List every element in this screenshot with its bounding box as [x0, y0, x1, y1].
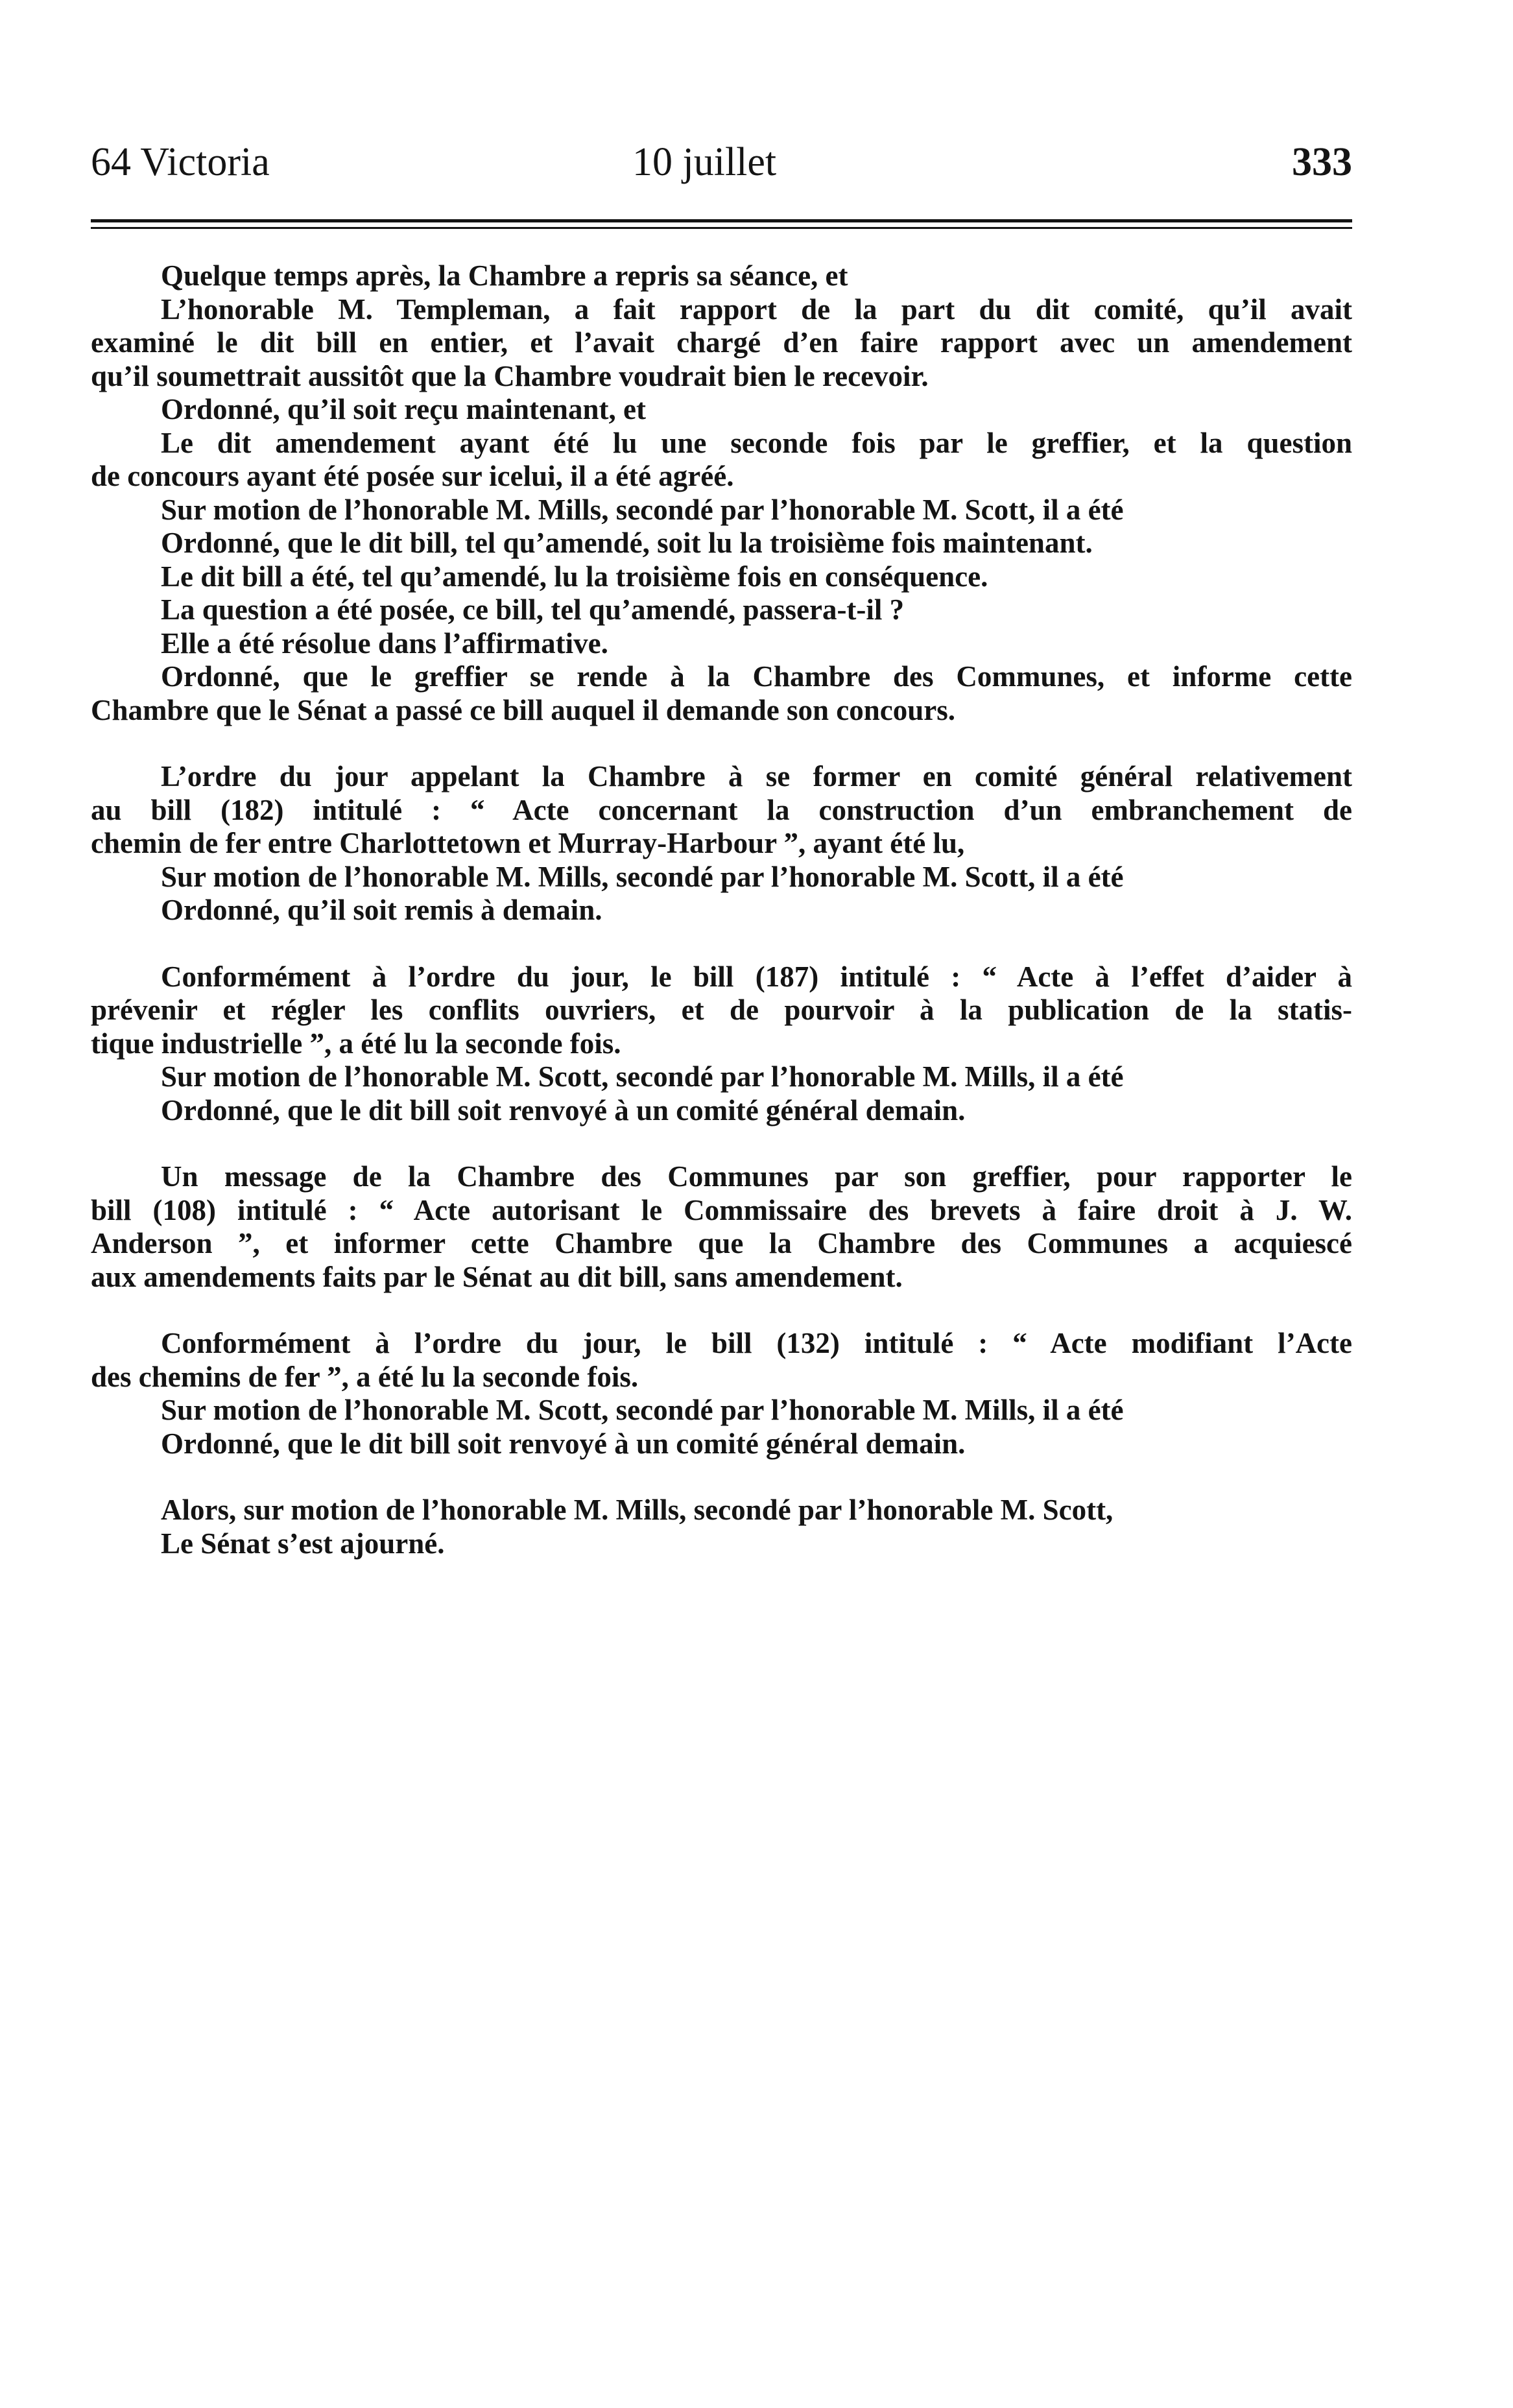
text-line: Sur motion de l’honorable M. Mills, secondé par l’honorable M. Scott, il a été — [161, 860, 1124, 893]
text-line: Sur motion de l’honorable M. Mills, secondé par l’honorable M. Scott, il a été — [161, 493, 1124, 526]
text-line: Un message de la Chambre des Communes par son greffier, pour rapporter le — [161, 1160, 1352, 1193]
text-line: Quelque temps après, la Chambre a repris sa séance, et — [161, 259, 848, 292]
text-line: examiné le dit bill en entier, et l’avait chargé d’en faire rapport avec un amendement — [91, 326, 1352, 359]
text-line: des chemins de fer ”, a été lu la seconde fois. — [91, 1360, 639, 1393]
journal-body — [91, 259, 1352, 1560]
page-number: 333 — [1292, 140, 1352, 184]
text-line: bill (108) intitulé : “ Acte autorisant le Commissaire des brevets à faire droit à J. W. — [91, 1193, 1352, 1226]
text-line: Anderson ”, et informer cette Chambre que la Chambre des Communes a acquiescé — [91, 1227, 1352, 1259]
paragraph-group — [91, 259, 1352, 727]
text-line: prévenir et régler les conflits ouvriers, et de pourvoir à la publication de la statis- — [91, 994, 1352, 1026]
header-date: 10 juillet — [632, 140, 777, 184]
header-rule-thin — [91, 227, 1352, 229]
text-line: Sur motion de l’honorable M. Scott, secondé par l’honorable M. Mills, il a été — [161, 1060, 1124, 1093]
text-line: chemin de fer entre Charlottetown et Murray-Harbour ”, ayant été lu, — [91, 827, 965, 859]
text-line: Conformément à l’ordre du jour, le bill (187) intitulé : “ Acte à l’effet d’aider à — [161, 960, 1352, 993]
paragraph-group — [91, 1494, 1352, 1560]
header-session: 64 Victoria — [91, 140, 270, 184]
paragraph-group — [91, 1327, 1352, 1460]
text-line: de concours ayant été posée sur icelui, il a été agréé. — [91, 460, 734, 492]
text-line: Sur motion de l’honorable M. Scott, secondé par l’honorable M. Mills, il a été — [161, 1394, 1124, 1426]
text-line: L’ordre du jour appelant la Chambre à se former en comité général relativement — [161, 760, 1352, 793]
header-rule-thick — [91, 219, 1352, 222]
text-line: Ordonné, qu’il soit remis à demain. — [161, 894, 602, 926]
text-line: qu’il soumettrait aussitôt que la Chambre voudrait bien le recevoir. — [91, 359, 929, 392]
text-line: Conformément à l’ordre du jour, le bill (132) intitulé : “ Acte modifiant l’Acte — [161, 1327, 1352, 1359]
text-line: Chambre que le Sénat a passé ce bill auquel il demande son concours. — [91, 693, 956, 726]
text-line: Ordonné, que le dit bill, tel qu’amendé, soit lu la troisième fois maintenant. — [161, 527, 1093, 559]
text-line: Ordonné, que le dit bill soit renvoyé à un comité général demain. — [161, 1427, 966, 1460]
text-line: tique industrielle ”, a été lu la seconde fois. — [91, 1027, 621, 1060]
text-line: Le dit bill a été, tel qu’amendé, lu la troisième fois en conséquence. — [161, 560, 988, 593]
text-line: Ordonné, qu’il soit reçu maintenant, et — [161, 393, 646, 425]
running-head — [91, 133, 1352, 191]
text-line: Le dit amendement ayant été lu une seconde fois par le greffier, et la question — [161, 426, 1352, 459]
text-line: aux amendements faits par le Sénat au dit bill, sans amendement. — [91, 1260, 903, 1293]
text-line: Elle a été résolue dans l’affirmative. — [161, 626, 608, 660]
text-line: Le Sénat s’est ajourné. — [161, 1527, 445, 1560]
text-line: Ordonné, que le dit bill soit renvoyé à un comité général demain. — [161, 1093, 966, 1127]
paragraph-group — [91, 760, 1352, 927]
text-line: L’honorable M. Templeman, a fait rapport de la part du dit comité, qu’il avait — [161, 292, 1352, 326]
paragraph-group — [91, 1160, 1352, 1294]
text-line: La question a été posée, ce bill, tel qu’amendé, passera-t-il ? — [161, 593, 905, 626]
text-line: Ordonné, que le greffier se rende à la Chambre des Communes, et informe cette — [161, 660, 1352, 693]
paragraph-group — [91, 960, 1352, 1128]
text-line: Alors, sur motion de l’honorable M. Mills, secondé par l’honorable M. Scott, — [161, 1494, 1114, 1526]
text-line: au bill (182) intitulé : “ Acte concernant la construction d’un embranchement de — [91, 793, 1352, 826]
